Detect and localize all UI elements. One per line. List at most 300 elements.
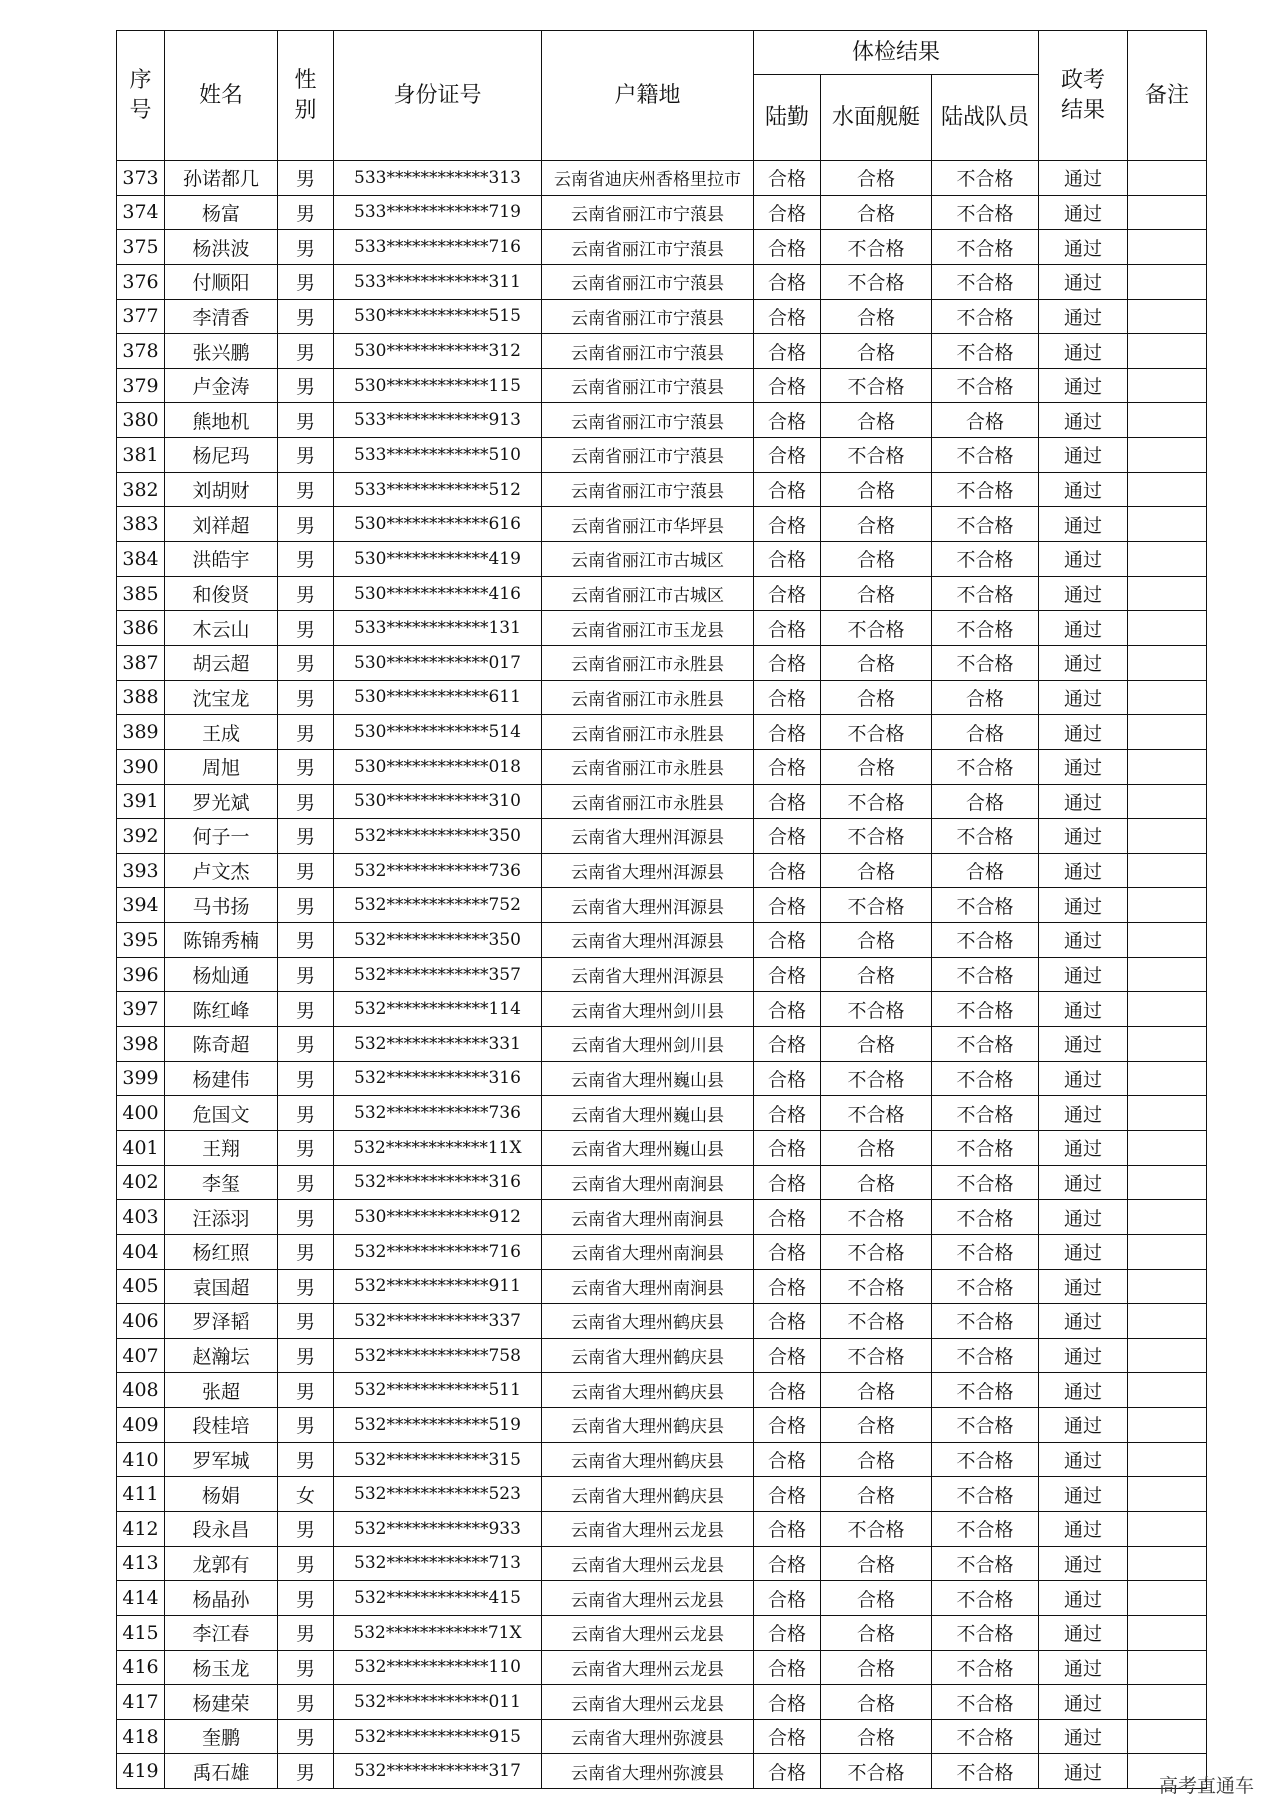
cell-exam-land: 合格 — [754, 1373, 821, 1408]
cell-id: 530************611 — [334, 680, 542, 715]
cell-exam-surface: 合格 — [821, 576, 932, 611]
cell-seq: 412 — [117, 1511, 165, 1546]
cell-exam-surface: 不合格 — [821, 611, 932, 646]
cell-id: 530************310 — [334, 784, 542, 819]
table-row — [117, 230, 1207, 265]
header-exam-surface: 水面舰艇 — [821, 75, 932, 161]
cell-id: 532************11X — [334, 1130, 542, 1165]
cell-name: 罗军城 — [165, 1442, 278, 1477]
cell-exam-marine: 不合格 — [932, 1130, 1039, 1165]
cell-exam-marine: 合格 — [932, 715, 1039, 750]
cell-seq: 418 — [117, 1719, 165, 1754]
cell-name: 刘胡财 — [165, 472, 278, 507]
cell-seq: 385 — [117, 576, 165, 611]
cell-exam-land: 合格 — [754, 992, 821, 1027]
cell-hometown: 云南省丽江市永胜县 — [542, 749, 754, 784]
cell-remark — [1128, 749, 1207, 784]
cell-exam-land: 合格 — [754, 1719, 821, 1754]
cell-exam-marine: 不合格 — [932, 1754, 1039, 1789]
cell-exam-marine: 不合格 — [932, 1373, 1039, 1408]
cell-political: 通过 — [1039, 1130, 1128, 1165]
cell-remark — [1128, 1304, 1207, 1339]
cell-id: 532************337 — [334, 1304, 542, 1339]
cell-gender: 男 — [278, 264, 334, 299]
cell-gender: 男 — [278, 1165, 334, 1200]
cell-hometown: 云南省大理州鹤庆县 — [542, 1304, 754, 1339]
cell-hometown: 云南省丽江市宁蒗县 — [542, 230, 754, 265]
cell-name: 杨尼玛 — [165, 438, 278, 473]
cell-seq: 417 — [117, 1685, 165, 1720]
cell-gender: 男 — [278, 819, 334, 854]
cell-id: 532************716 — [334, 1234, 542, 1269]
header-gender: 性别 — [278, 31, 334, 161]
cell-exam-marine: 不合格 — [932, 1581, 1039, 1616]
cell-hometown: 云南省大理州云龙县 — [542, 1546, 754, 1581]
cell-political: 通过 — [1039, 438, 1128, 473]
cell-seq: 393 — [117, 853, 165, 888]
cell-seq: 376 — [117, 264, 165, 299]
cell-name: 陈锦秀楠 — [165, 923, 278, 958]
cell-exam-surface: 合格 — [821, 507, 932, 542]
table-row — [117, 1546, 1207, 1581]
cell-hometown: 云南省大理州剑川县 — [542, 1027, 754, 1062]
table-row — [117, 1442, 1207, 1477]
cell-exam-land: 合格 — [754, 1165, 821, 1200]
cell-seq: 390 — [117, 749, 165, 784]
cell-exam-marine: 不合格 — [932, 299, 1039, 334]
cell-exam-surface: 合格 — [821, 195, 932, 230]
table-row — [117, 334, 1207, 369]
cell-gender: 男 — [278, 888, 334, 923]
cell-name: 卢金涛 — [165, 368, 278, 403]
cell-seq: 375 — [117, 230, 165, 265]
cell-exam-marine: 不合格 — [932, 1269, 1039, 1304]
cell-remark — [1128, 1511, 1207, 1546]
cell-hometown: 云南省丽江市宁蒗县 — [542, 264, 754, 299]
cell-political: 通过 — [1039, 1269, 1128, 1304]
cell-exam-surface: 不合格 — [821, 1511, 932, 1546]
table-row — [117, 1200, 1207, 1235]
cell-hometown: 云南省大理州鹤庆县 — [542, 1338, 754, 1373]
cell-gender: 男 — [278, 784, 334, 819]
cell-hometown: 云南省大理州云龙县 — [542, 1511, 754, 1546]
cell-gender: 男 — [278, 992, 334, 1027]
cell-political: 通过 — [1039, 368, 1128, 403]
cell-exam-land: 合格 — [754, 1027, 821, 1062]
cell-political: 通过 — [1039, 1754, 1128, 1789]
table-row — [117, 195, 1207, 230]
cell-id: 532************350 — [334, 819, 542, 854]
cell-exam-land: 合格 — [754, 957, 821, 992]
cell-remark — [1128, 888, 1207, 923]
cell-remark — [1128, 992, 1207, 1027]
cell-exam-land: 合格 — [754, 1442, 821, 1477]
table-row — [117, 472, 1207, 507]
cell-political: 通过 — [1039, 680, 1128, 715]
cell-gender: 男 — [278, 715, 334, 750]
cell-political: 通过 — [1039, 645, 1128, 680]
cell-seq: 410 — [117, 1442, 165, 1477]
cell-seq: 388 — [117, 680, 165, 715]
cell-exam-marine: 不合格 — [932, 749, 1039, 784]
cell-seq: 374 — [117, 195, 165, 230]
cell-political: 通过 — [1039, 923, 1128, 958]
cell-id: 530************515 — [334, 299, 542, 334]
cell-name: 沈宝龙 — [165, 680, 278, 715]
cell-exam-land: 合格 — [754, 1269, 821, 1304]
header-id: 身份证号 — [334, 31, 542, 161]
cell-name: 周旭 — [165, 749, 278, 784]
cell-political: 通过 — [1039, 1234, 1128, 1269]
cell-political: 通过 — [1039, 1338, 1128, 1373]
cell-name: 奎鹏 — [165, 1719, 278, 1754]
cell-seq: 407 — [117, 1338, 165, 1373]
cell-exam-surface: 不合格 — [821, 992, 932, 1027]
cell-exam-land: 合格 — [754, 1685, 821, 1720]
table-body — [117, 161, 1207, 1789]
cell-seq: 409 — [117, 1408, 165, 1443]
cell-remark — [1128, 1408, 1207, 1443]
table-header — [117, 31, 1207, 161]
cell-id: 530************115 — [334, 368, 542, 403]
cell-hometown: 云南省丽江市永胜县 — [542, 645, 754, 680]
table-row — [117, 819, 1207, 854]
cell-name: 段永昌 — [165, 1511, 278, 1546]
cell-political: 通过 — [1039, 715, 1128, 750]
cell-gender: 男 — [278, 472, 334, 507]
cell-exam-surface: 不合格 — [821, 1061, 932, 1096]
table-row — [117, 1338, 1207, 1373]
cell-exam-surface: 合格 — [821, 923, 932, 958]
header-exam-marine: 陆战队员 — [932, 75, 1039, 161]
cell-gender: 男 — [278, 1719, 334, 1754]
cell-exam-land: 合格 — [754, 1338, 821, 1373]
cell-political: 通过 — [1039, 1650, 1128, 1685]
table-row — [117, 1408, 1207, 1443]
cell-name: 卢文杰 — [165, 853, 278, 888]
cell-exam-marine: 不合格 — [932, 645, 1039, 680]
cell-gender: 男 — [278, 1130, 334, 1165]
cell-remark — [1128, 715, 1207, 750]
table-row — [117, 1165, 1207, 1200]
cell-seq: 396 — [117, 957, 165, 992]
cell-exam-surface: 不合格 — [821, 715, 932, 750]
cell-name: 罗光斌 — [165, 784, 278, 819]
cell-seq: 379 — [117, 368, 165, 403]
cell-gender: 男 — [278, 1408, 334, 1443]
cell-name: 马书扬 — [165, 888, 278, 923]
cell-exam-land: 合格 — [754, 507, 821, 542]
cell-hometown: 云南省大理州鹤庆县 — [542, 1477, 754, 1512]
table-row — [117, 1304, 1207, 1339]
header-political: 政考结果 — [1039, 31, 1128, 161]
cell-id: 533************913 — [334, 403, 542, 438]
cell-hometown: 云南省丽江市宁蒗县 — [542, 299, 754, 334]
cell-seq: 389 — [117, 715, 165, 750]
cell-exam-surface: 不合格 — [821, 438, 932, 473]
cell-gender: 男 — [278, 611, 334, 646]
cell-name: 李玺 — [165, 1165, 278, 1200]
cell-exam-land: 合格 — [754, 1408, 821, 1443]
cell-gender: 男 — [278, 1685, 334, 1720]
cell-id: 532************523 — [334, 1477, 542, 1512]
cell-id: 532************011 — [334, 1685, 542, 1720]
cell-name: 熊地机 — [165, 403, 278, 438]
cell-exam-land: 合格 — [754, 923, 821, 958]
cell-political: 通过 — [1039, 230, 1128, 265]
cell-political: 通过 — [1039, 334, 1128, 369]
cell-exam-marine: 不合格 — [932, 957, 1039, 992]
cell-gender: 女 — [278, 1477, 334, 1512]
cell-exam-land: 合格 — [754, 161, 821, 196]
cell-political: 通过 — [1039, 195, 1128, 230]
cell-hometown: 云南省大理州剑川县 — [542, 992, 754, 1027]
cell-exam-land: 合格 — [754, 888, 821, 923]
cell-name: 王翔 — [165, 1130, 278, 1165]
cell-gender: 男 — [278, 1027, 334, 1062]
cell-id: 533************311 — [334, 264, 542, 299]
cell-exam-surface: 不合格 — [821, 1096, 932, 1131]
cell-seq: 404 — [117, 1234, 165, 1269]
cell-remark — [1128, 1130, 1207, 1165]
cell-remark — [1128, 1442, 1207, 1477]
cell-name: 赵瀚坛 — [165, 1338, 278, 1373]
table-row — [117, 161, 1207, 196]
cell-exam-land: 合格 — [754, 334, 821, 369]
table-row — [117, 888, 1207, 923]
cell-exam-marine: 不合格 — [932, 1061, 1039, 1096]
cell-gender: 男 — [278, 1096, 334, 1131]
cell-name: 杨富 — [165, 195, 278, 230]
cell-seq: 398 — [117, 1027, 165, 1062]
table-row — [117, 784, 1207, 819]
cell-remark — [1128, 472, 1207, 507]
cell-political: 通过 — [1039, 1200, 1128, 1235]
cell-remark — [1128, 1685, 1207, 1720]
cell-exam-land: 合格 — [754, 1234, 821, 1269]
cell-gender: 男 — [278, 645, 334, 680]
cell-hometown: 云南省大理州巍山县 — [542, 1096, 754, 1131]
cell-hometown: 云南省大理州南涧县 — [542, 1234, 754, 1269]
cell-exam-surface: 合格 — [821, 1581, 932, 1616]
cell-id: 530************312 — [334, 334, 542, 369]
cell-hometown: 云南省丽江市永胜县 — [542, 784, 754, 819]
header-remark: 备注 — [1128, 31, 1207, 161]
cell-political: 通过 — [1039, 749, 1128, 784]
cell-hometown: 云南省大理州鹤庆县 — [542, 1373, 754, 1408]
cell-exam-marine: 不合格 — [932, 438, 1039, 473]
cell-hometown: 云南省丽江市永胜县 — [542, 680, 754, 715]
cell-exam-marine: 不合格 — [932, 1096, 1039, 1131]
cell-hometown: 云南省大理州云龙县 — [542, 1685, 754, 1720]
cell-exam-marine: 不合格 — [932, 1304, 1039, 1339]
table-row — [117, 576, 1207, 611]
cell-id: 530************017 — [334, 645, 542, 680]
cell-exam-land: 合格 — [754, 1754, 821, 1789]
cell-remark — [1128, 264, 1207, 299]
cell-exam-land: 合格 — [754, 1200, 821, 1235]
cell-exam-marine: 不合格 — [932, 368, 1039, 403]
cell-id: 532************315 — [334, 1442, 542, 1477]
cell-id: 532************331 — [334, 1027, 542, 1062]
cell-political: 通过 — [1039, 161, 1128, 196]
cell-name: 何子一 — [165, 819, 278, 854]
table-row — [117, 507, 1207, 542]
cell-seq: 405 — [117, 1269, 165, 1304]
cell-political: 通过 — [1039, 611, 1128, 646]
cell-gender: 男 — [278, 507, 334, 542]
cell-name: 杨洪波 — [165, 230, 278, 265]
cell-id: 533************131 — [334, 611, 542, 646]
table-row — [117, 749, 1207, 784]
cell-exam-surface: 不合格 — [821, 1234, 932, 1269]
cell-gender: 男 — [278, 368, 334, 403]
cell-remark — [1128, 853, 1207, 888]
cell-remark — [1128, 438, 1207, 473]
cell-seq: 394 — [117, 888, 165, 923]
cell-remark — [1128, 542, 1207, 577]
cell-gender: 男 — [278, 542, 334, 577]
cell-exam-surface: 合格 — [821, 1373, 932, 1408]
cell-exam-marine: 不合格 — [932, 1477, 1039, 1512]
cell-seq: 419 — [117, 1754, 165, 1789]
table-row — [117, 992, 1207, 1027]
cell-gender: 男 — [278, 680, 334, 715]
cell-gender: 男 — [278, 1546, 334, 1581]
cell-hometown: 云南省大理州鹤庆县 — [542, 1408, 754, 1443]
cell-gender: 男 — [278, 1650, 334, 1685]
cell-political: 通过 — [1039, 1546, 1128, 1581]
cell-exam-surface: 不合格 — [821, 1338, 932, 1373]
cell-exam-marine: 不合格 — [932, 1650, 1039, 1685]
cell-gender: 男 — [278, 1373, 334, 1408]
cell-remark — [1128, 1546, 1207, 1581]
cell-id: 530************616 — [334, 507, 542, 542]
cell-political: 通过 — [1039, 819, 1128, 854]
cell-political: 通过 — [1039, 1165, 1128, 1200]
cell-political: 通过 — [1039, 1373, 1128, 1408]
cell-exam-land: 合格 — [754, 195, 821, 230]
table-row — [117, 715, 1207, 750]
cell-seq: 383 — [117, 507, 165, 542]
cell-gender: 男 — [278, 749, 334, 784]
table-row — [117, 1130, 1207, 1165]
cell-gender: 男 — [278, 1754, 334, 1789]
cell-exam-land: 合格 — [754, 542, 821, 577]
cell-gender: 男 — [278, 1581, 334, 1616]
cell-id: 532************911 — [334, 1269, 542, 1304]
cell-name: 付顺阳 — [165, 264, 278, 299]
cell-exam-land: 合格 — [754, 403, 821, 438]
table-row — [117, 1615, 1207, 1650]
table-row — [117, 923, 1207, 958]
cell-exam-surface: 合格 — [821, 1615, 932, 1650]
cell-exam-land: 合格 — [754, 438, 821, 473]
cell-exam-marine: 不合格 — [932, 1338, 1039, 1373]
cell-exam-surface: 合格 — [821, 1442, 932, 1477]
cell-id: 532************915 — [334, 1719, 542, 1754]
cell-id: 532************758 — [334, 1338, 542, 1373]
cell-hometown: 云南省大理州洱源县 — [542, 853, 754, 888]
cell-name: 陈红峰 — [165, 992, 278, 1027]
cell-id: 532************316 — [334, 1061, 542, 1096]
table-row — [117, 1511, 1207, 1546]
cell-id: 532************736 — [334, 1096, 542, 1131]
cell-name: 杨建伟 — [165, 1061, 278, 1096]
cell-political: 通过 — [1039, 1061, 1128, 1096]
cell-name: 李江春 — [165, 1615, 278, 1650]
cell-political: 通过 — [1039, 1581, 1128, 1616]
cell-exam-land: 合格 — [754, 715, 821, 750]
table-row — [117, 1581, 1207, 1616]
cell-exam-surface: 合格 — [821, 1685, 932, 1720]
cell-exam-surface: 合格 — [821, 1546, 932, 1581]
cell-name: 陈奇超 — [165, 1027, 278, 1062]
cell-exam-marine: 不合格 — [932, 507, 1039, 542]
cell-exam-land: 合格 — [754, 1581, 821, 1616]
cell-remark — [1128, 507, 1207, 542]
cell-exam-surface: 不合格 — [821, 230, 932, 265]
cell-remark — [1128, 1650, 1207, 1685]
cell-remark — [1128, 403, 1207, 438]
cell-gender: 男 — [278, 923, 334, 958]
cell-remark — [1128, 784, 1207, 819]
cell-name: 汪添羽 — [165, 1200, 278, 1235]
cell-remark — [1128, 611, 1207, 646]
cell-exam-marine: 不合格 — [932, 1408, 1039, 1443]
table-row — [117, 1719, 1207, 1754]
cell-exam-land: 合格 — [754, 299, 821, 334]
cell-hometown: 云南省丽江市宁蒗县 — [542, 438, 754, 473]
cell-gender: 男 — [278, 195, 334, 230]
watermark-text: 高考直通车 — [1158, 1775, 1254, 1797]
cell-name: 杨灿通 — [165, 957, 278, 992]
table-row — [117, 299, 1207, 334]
table-row — [117, 438, 1207, 473]
table-row — [117, 1477, 1207, 1512]
cell-gender: 男 — [278, 438, 334, 473]
cell-id: 532************110 — [334, 1650, 542, 1685]
cell-remark — [1128, 1581, 1207, 1616]
cell-exam-marine: 不合格 — [932, 888, 1039, 923]
table-row — [117, 1027, 1207, 1062]
cell-exam-marine: 不合格 — [932, 1511, 1039, 1546]
table-row — [117, 368, 1207, 403]
table-row — [117, 1650, 1207, 1685]
cell-exam-surface: 合格 — [821, 334, 932, 369]
cell-exam-surface: 不合格 — [821, 1304, 932, 1339]
cell-exam-surface: 合格 — [821, 1130, 932, 1165]
cell-name: 张兴鹏 — [165, 334, 278, 369]
cell-remark — [1128, 299, 1207, 334]
cell-remark — [1128, 1269, 1207, 1304]
cell-exam-marine: 不合格 — [932, 1027, 1039, 1062]
cell-exam-surface: 不合格 — [821, 1754, 932, 1789]
cell-id: 533************716 — [334, 230, 542, 265]
cell-remark — [1128, 680, 1207, 715]
cell-hometown: 云南省大理州南涧县 — [542, 1200, 754, 1235]
cell-exam-surface: 不合格 — [821, 1200, 932, 1235]
header-hometown: 户籍地 — [542, 31, 754, 161]
cell-hometown: 云南省丽江市永胜县 — [542, 715, 754, 750]
cell-name: 杨玉龙 — [165, 1650, 278, 1685]
cell-hometown: 云南省大理州南涧县 — [542, 1269, 754, 1304]
cell-id: 532************317 — [334, 1754, 542, 1789]
cell-seq: 403 — [117, 1200, 165, 1235]
cell-exam-land: 合格 — [754, 576, 821, 611]
cell-seq: 413 — [117, 1546, 165, 1581]
cell-id: 532************415 — [334, 1581, 542, 1616]
